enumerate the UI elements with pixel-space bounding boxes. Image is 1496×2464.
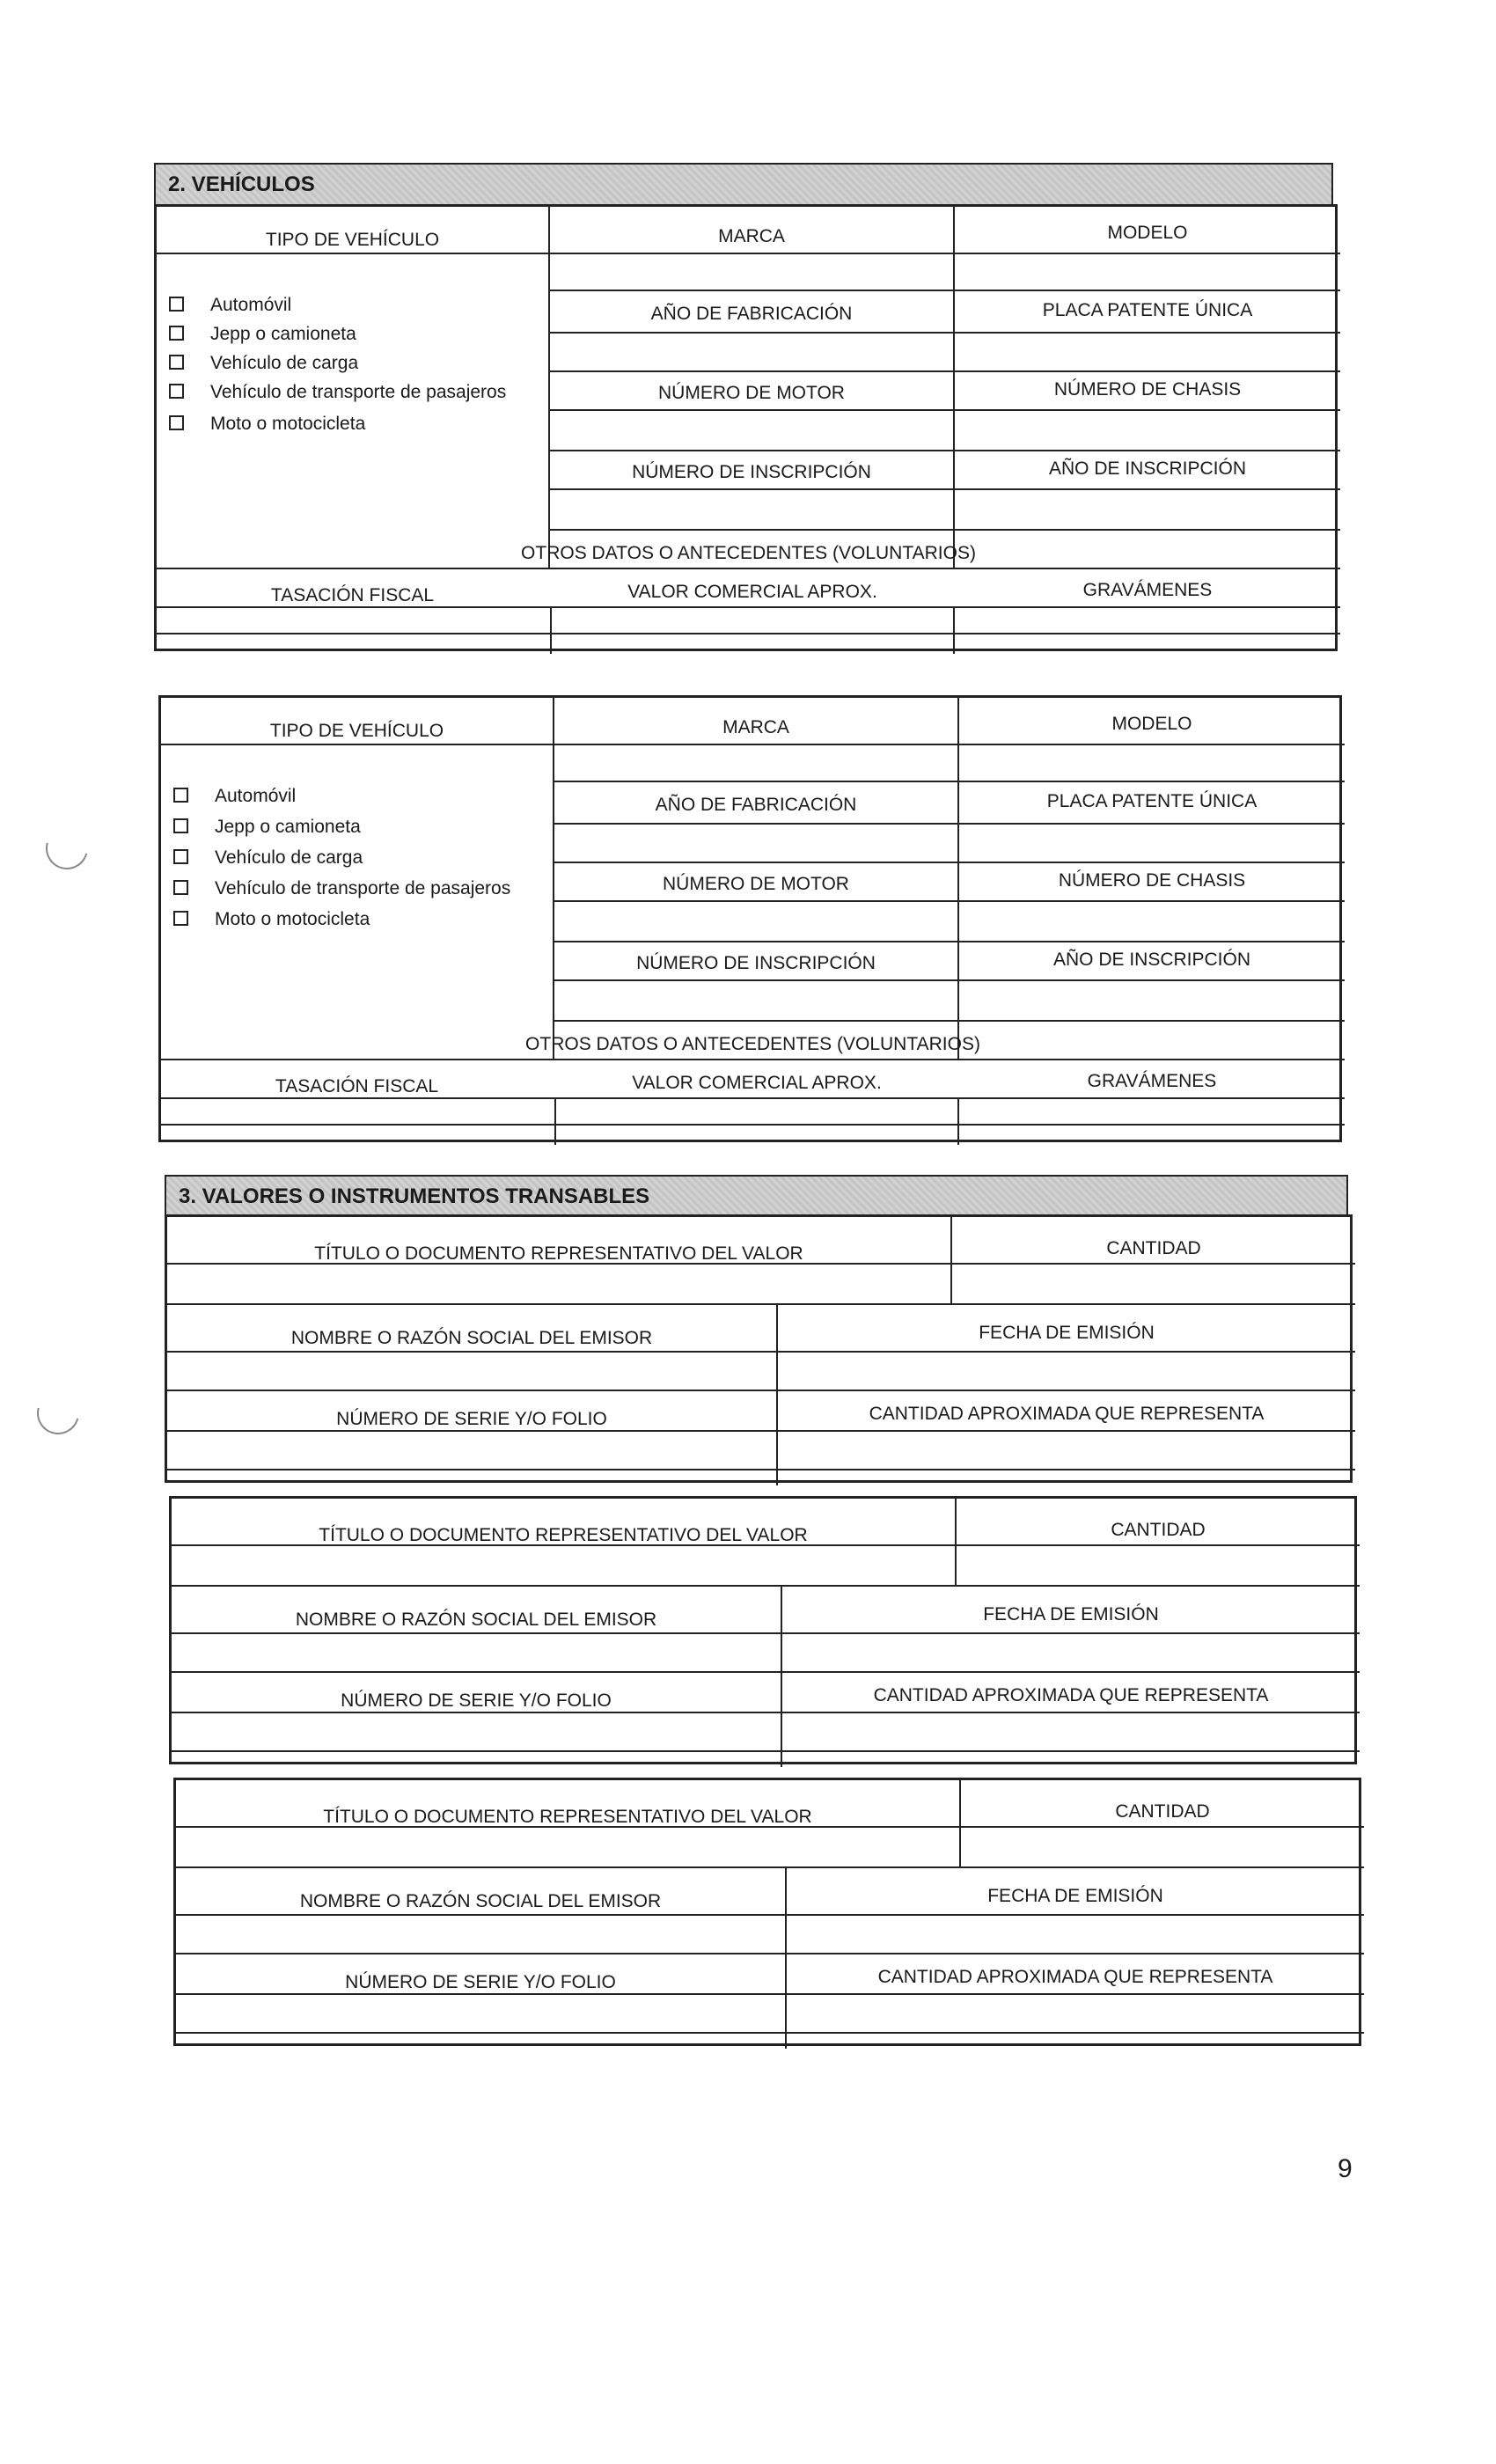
- vehicle-form: [158, 695, 1342, 1142]
- gravamenes-label: GRAVÁMENES: [1087, 1071, 1217, 1091]
- checkbox-icon[interactable]: [169, 326, 184, 341]
- vehicle-option-camioneta[interactable]: Jepp o camioneta: [173, 817, 361, 838]
- checkbox-icon[interactable]: [173, 911, 188, 926]
- numero-inscripcion-label: NÚMERO DE INSCRIPCIÓN: [636, 953, 876, 973]
- vehicle-option-automovil[interactable]: Automóvil: [173, 786, 296, 807]
- marca-label: MARCA: [718, 226, 785, 246]
- vehicle-form: [154, 204, 1338, 651]
- checkbox-icon[interactable]: [173, 849, 188, 864]
- section-title: 3. VALORES O INSTRUMENTOS TRANSABLES: [179, 1184, 650, 1208]
- fecha-emision-label: FECHA DE EMISIÓN: [983, 1604, 1159, 1624]
- numero-motor-label: NÚMERO DE MOTOR: [658, 383, 845, 403]
- vehicle-option-camioneta[interactable]: Jepp o camioneta: [169, 324, 356, 345]
- gravamenes-label: GRAVÁMENES: [1082, 580, 1213, 600]
- nombre-emisor-label: NOMBRE O RAZÓN SOCIAL DEL EMISOR: [295, 1610, 657, 1630]
- tipo-vehiculo-label: TIPO DE VEHÍCULO: [265, 230, 440, 250]
- anio-inscripcion-label: AÑO DE INSCRIPCIÓN: [1048, 458, 1247, 479]
- valor-form: [169, 1496, 1357, 1764]
- cantidad-aproximada-label: CANTIDAD APROXIMADA QUE REPRESENTA: [877, 1967, 1273, 1987]
- checkbox-icon[interactable]: [169, 384, 184, 399]
- section-title: 2. VEHÍCULOS: [168, 172, 315, 196]
- checkbox-icon[interactable]: [169, 355, 184, 370]
- titulo-documento-label: TÍTULO O DOCUMENTO REPRESENTATIVO DEL VALOR: [323, 1807, 812, 1827]
- section-header-valores: [165, 1175, 1348, 1217]
- vehicle-option-pasajeros[interactable]: Vehículo de transporte de pasajeros: [173, 878, 510, 899]
- checkbox-icon[interactable]: [169, 415, 184, 430]
- valor-comercial-label: VALOR COMERCIAL APROX.: [627, 582, 877, 602]
- placa-patente-label: PLACA PATENTE ÚNICA: [1046, 791, 1258, 811]
- marca-label: MARCA: [722, 717, 789, 737]
- vehicle-option-moto[interactable]: Moto o motocicleta: [173, 909, 370, 930]
- titulo-documento-label: TÍTULO O DOCUMENTO REPRESENTATIVO DEL VALOR: [319, 1525, 808, 1545]
- fecha-emision-label: FECHA DE EMISIÓN: [979, 1323, 1155, 1343]
- cantidad-label: CANTIDAD: [1115, 1801, 1210, 1822]
- cantidad-label: CANTIDAD: [1111, 1520, 1206, 1540]
- placa-patente-label: PLACA PATENTE ÚNICA: [1042, 300, 1253, 320]
- punch-hole-mark: [29, 1384, 87, 1442]
- titulo-documento-label: TÍTULO O DOCUMENTO REPRESENTATIVO DEL VALOR: [314, 1243, 803, 1264]
- vehicle-option-automovil[interactable]: Automóvil: [169, 295, 291, 316]
- modelo-label: MODELO: [1107, 223, 1188, 243]
- numero-motor-label: NÚMERO DE MOTOR: [663, 874, 849, 894]
- vehicle-option-moto[interactable]: Moto o motocicleta: [169, 414, 365, 435]
- anio-inscripcion-label: AÑO DE INSCRIPCIÓN: [1052, 950, 1251, 970]
- numero-serie-label: NÚMERO DE SERIE Y/O FOLIO: [345, 1972, 616, 1992]
- numero-chasis-label: NÚMERO DE CHASIS: [1058, 870, 1246, 891]
- page-number: 9: [1338, 2154, 1353, 2183]
- tipo-vehiculo-label: TIPO DE VEHÍCULO: [269, 721, 444, 741]
- checkbox-icon[interactable]: [173, 880, 188, 895]
- numero-inscripcion-label: NÚMERO DE INSCRIPCIÓN: [632, 462, 871, 482]
- checkbox-icon[interactable]: [173, 818, 188, 833]
- checkbox-icon[interactable]: [173, 788, 188, 803]
- anio-fabricacion-label: AÑO DE FABRICACIÓN: [655, 795, 857, 815]
- tasacion-fiscal-label: TASACIÓN FISCAL: [270, 585, 435, 605]
- fecha-emision-label: FECHA DE EMISIÓN: [987, 1886, 1163, 1906]
- nombre-emisor-label: NOMBRE O RAZÓN SOCIAL DEL EMISOR: [290, 1328, 653, 1348]
- vehicle-option-pasajeros[interactable]: Vehículo de transporte de pasajeros: [169, 382, 506, 403]
- otros-datos-label: OTROS DATOS O ANTECEDENTES (VOLUNTARIOS): [521, 543, 976, 563]
- numero-serie-label: NÚMERO DE SERIE Y/O FOLIO: [336, 1409, 607, 1429]
- anio-fabricacion-label: AÑO DE FABRICACIÓN: [650, 304, 853, 324]
- nombre-emisor-label: NOMBRE O RAZÓN SOCIAL DEL EMISOR: [299, 1891, 662, 1911]
- punch-hole-mark: [38, 819, 96, 877]
- cantidad-aproximada-label: CANTIDAD APROXIMADA QUE REPRESENTA: [873, 1685, 1269, 1705]
- numero-serie-label: NÚMERO DE SERIE Y/O FOLIO: [341, 1690, 612, 1711]
- checkbox-icon[interactable]: [169, 297, 184, 312]
- section-header-vehiculos: [154, 163, 1333, 207]
- vehicle-option-carga[interactable]: Vehículo de carga: [173, 847, 363, 869]
- cantidad-aproximada-label: CANTIDAD APROXIMADA QUE REPRESENTA: [869, 1404, 1265, 1424]
- valor-form: [165, 1214, 1353, 1483]
- cantidad-label: CANTIDAD: [1106, 1238, 1201, 1258]
- valor-comercial-label: VALOR COMERCIAL APROX.: [632, 1073, 882, 1093]
- tasacion-fiscal-label: TASACIÓN FISCAL: [275, 1076, 439, 1096]
- modelo-label: MODELO: [1111, 714, 1192, 734]
- numero-chasis-label: NÚMERO DE CHASIS: [1053, 379, 1242, 400]
- otros-datos-label: OTROS DATOS O ANTECEDENTES (VOLUNTARIOS): [525, 1034, 980, 1054]
- valor-form: [173, 1778, 1361, 2046]
- vehicle-option-carga[interactable]: Vehículo de carga: [169, 353, 358, 374]
